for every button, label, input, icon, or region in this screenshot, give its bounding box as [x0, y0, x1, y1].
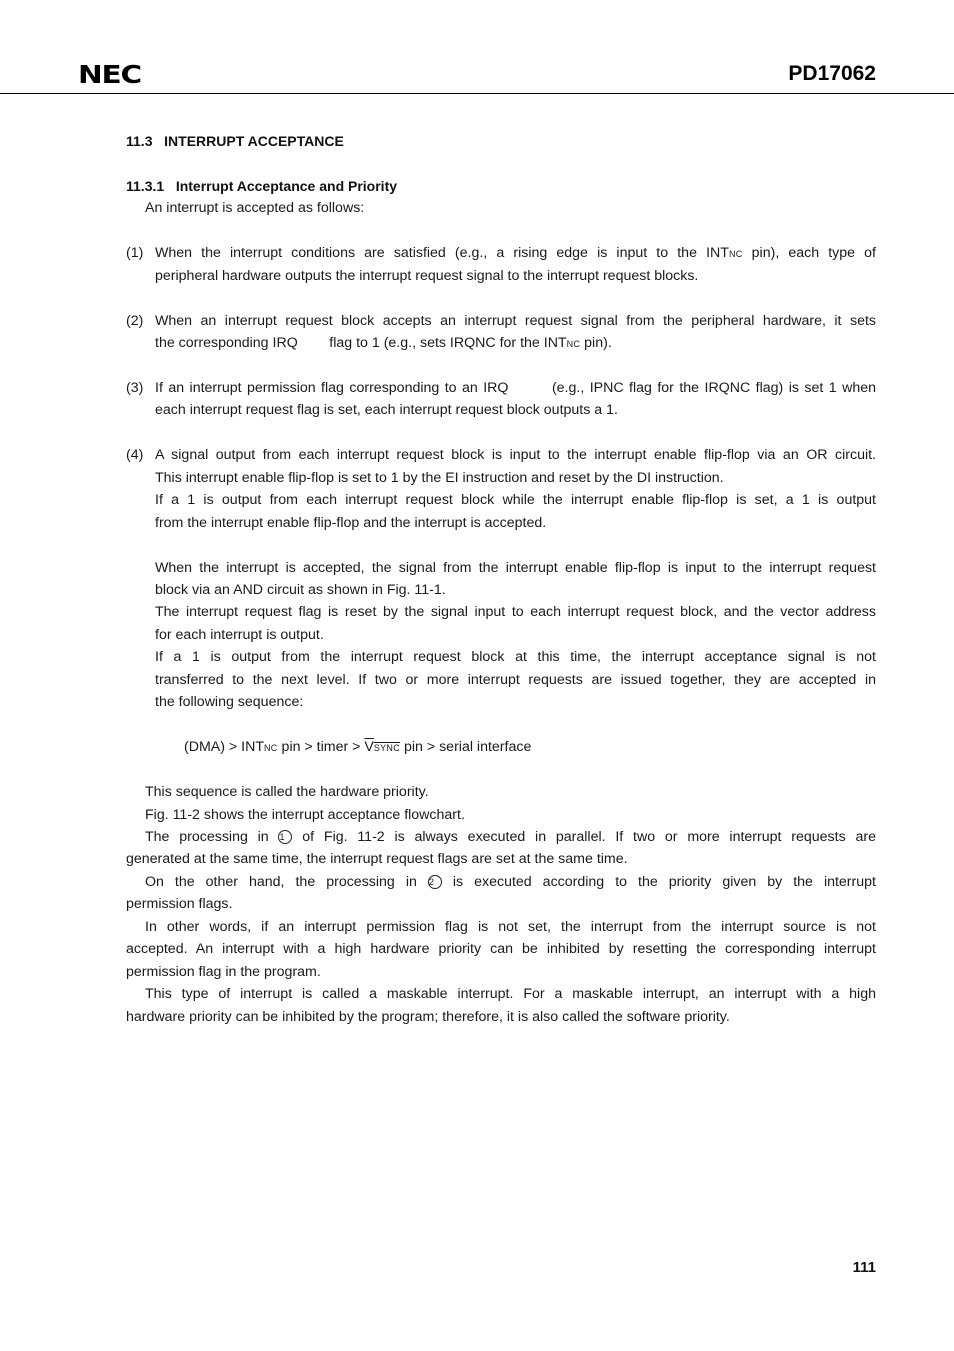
subsection-heading: 11.3.1 Interrupt Acceptance and Priority: [126, 178, 398, 194]
item-line: When the interrupt conditions are satisfied (e.g., a rising edge is input to the INTNC pin), each type of: [155, 245, 877, 261]
item4-text-line: the following sequence:: [155, 694, 304, 710]
item4-text-line: for each interrupt is output.: [155, 627, 324, 643]
item-line: If a 1 is output from each interrupt request block while the interrupt enable flip-flop is set, a 1 is output: [155, 492, 876, 508]
item4-text-line: The interrupt request flag is reset by the signal input to each interrupt request block, and the vector address: [155, 604, 876, 620]
item-line: When an interrupt request block accepts an interrupt request signal from the peripheral hardware, it sets: [155, 313, 876, 329]
section-heading: 11.3 INTERRUPT ACCEPTANCE: [126, 133, 344, 149]
item4-text-line: When the interrupt is accepted, the signal from the interrupt enable flip-flop is input to the interrupt request: [155, 560, 876, 576]
body-line: On the other hand, the processing in 2 is executed according to the priority given by the interrupt: [145, 874, 876, 890]
item-number: (4): [126, 447, 144, 463]
priority-sequence: (DMA) > INTNC pin > timer > VSYNC pin > serial interface: [184, 739, 532, 755]
item-number: (3): [126, 380, 144, 396]
body-line: generated at the same time, the interrupt request flags are set at the same time.: [126, 851, 628, 867]
item-line: peripheral hardware outputs the interrupt request signal to the interrupt request blocks.: [155, 268, 699, 284]
intro-text: An interrupt is accepted as follows:: [145, 200, 365, 216]
item4-text-line: If a 1 is output from the interrupt request block at this time, the interrupt acceptance signal is not: [155, 649, 876, 665]
item-line: If an interrupt permission flag corresponding to an IRQ (e.g., IPNC flag for the IRQNC flag) is set 1 when: [155, 380, 876, 396]
body-line: permission flags.: [126, 896, 233, 912]
item-line: This interrupt enable flip-flop is set to 1 by the EI instruction and reset by the DI instruction.: [155, 470, 724, 486]
vsync-overline: VSYNC: [364, 739, 401, 755]
item-line: the corresponding IRQ flag to 1 (e.g., sets IRQNC for the INTNC pin).: [155, 335, 612, 351]
item-line: each interrupt request flag is set, each interrupt request block outputs a 1.: [155, 402, 618, 418]
item-line: from the interrupt enable flip-flop and the interrupt is accepted.: [155, 515, 547, 531]
body-line: This type of interrupt is called a maskable interrupt. For a maskable interrupt, an interrupt with a high: [145, 986, 876, 1002]
body-line: hardware priority can be inhibited by the program; therefore, it is also called the software priority.: [126, 1009, 730, 1025]
circled-number-1: 1: [278, 830, 292, 844]
item4-text-line: block via an AND circuit as shown in Fig. 11-1.: [155, 582, 446, 598]
nec-logo: NEC: [78, 60, 141, 89]
document-id: PD17062: [788, 62, 876, 85]
body-line: permission flag in the program.: [126, 964, 321, 980]
header-rule: [0, 93, 954, 94]
body-line: This sequence is called the hardware priority.: [145, 784, 429, 800]
body-line: Fig. 11-2 shows the interrupt acceptance flowchart.: [145, 807, 465, 823]
body-line: accepted. An interrupt with a high hardware priority can be inhibited by resetting the corresponding interrupt: [126, 941, 876, 957]
item-number: (1): [126, 245, 144, 261]
item4-text-line: transferred to the next level. If two or more interrupt requests are issued together, they are accepted in: [155, 672, 876, 688]
item-number: (2): [126, 313, 144, 329]
circled-number-2: 2: [428, 875, 442, 889]
page-number: 111: [852, 1259, 876, 1276]
body-line: In other words, if an interrupt permission flag is not set, the interrupt from the interrupt source is not: [145, 919, 876, 935]
item-line: A signal output from each interrupt request block is input to the interrupt enable flip-flop via an OR circuit.: [155, 447, 876, 463]
body-line: The processing in 1 of Fig. 11-2 is always executed in parallel. If two or more interrupt requests are: [145, 829, 876, 845]
